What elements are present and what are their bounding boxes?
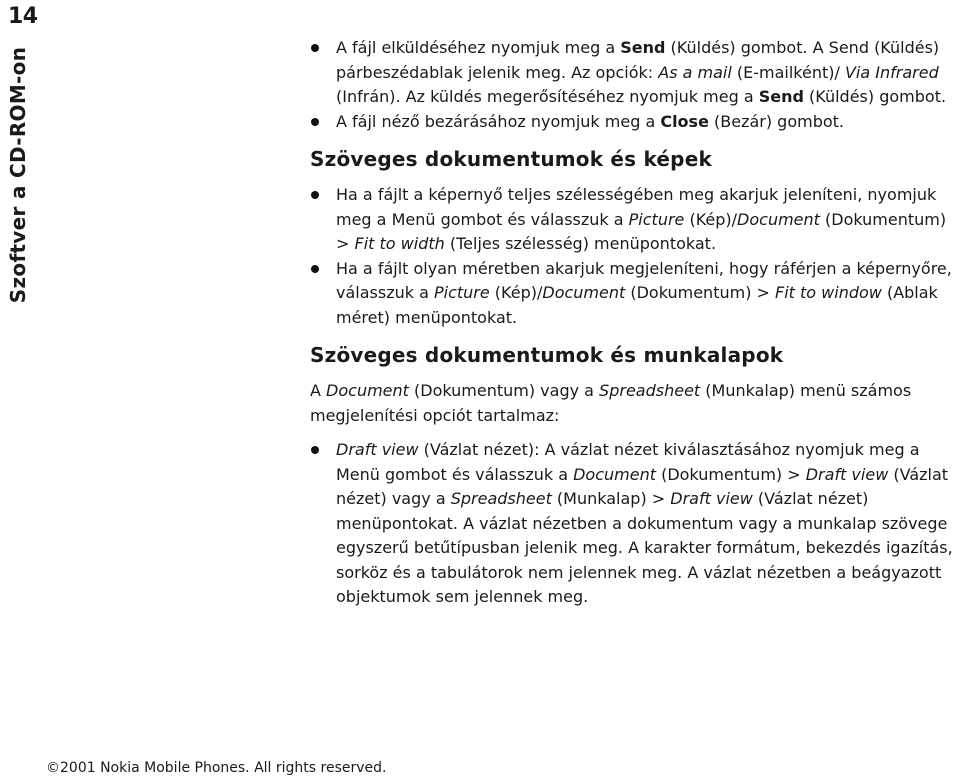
italic-term: Draft view	[805, 464, 889, 484]
list-item	[310, 257, 958, 331]
text: (Infrán). Az küldés megerősítéséhez nyomjuk meg a	[336, 87, 759, 106]
section-intro-paragraph	[310, 379, 958, 428]
text: (Munkalap) menü számos megjelenítési opciót tartalmaz:	[310, 381, 912, 425]
text: (Dokumentum) >	[336, 209, 947, 253]
text: (Bezár) gombot.	[708, 111, 845, 131]
text: (Dokumentum) >	[625, 283, 776, 302]
text: (Kép)/	[684, 209, 738, 229]
italic-term: Fit to width	[354, 234, 445, 253]
italic-term: Via Infrared	[844, 62, 939, 82]
side-title: Szoftver a CD-ROM-on	[6, 46, 30, 304]
italic-term: Picture	[433, 283, 490, 302]
italic-term: Spreadsheet	[599, 381, 701, 400]
italic-term: Draft view	[336, 440, 419, 459]
text: (Teljes szélesség) menüpontokat.	[444, 234, 717, 253]
side-title-container	[0, 40, 36, 310]
bold-term: Send	[620, 38, 666, 57]
italic-term: Draft view	[670, 489, 753, 508]
text: (Dokumentum) >	[655, 464, 806, 484]
section-heading: Szöveges dokumentumok és képek	[310, 147, 712, 171]
text: (Küldés) gombot. A Send (Küldés) párbeszédablak jelenik meg. Az opciók:	[336, 38, 940, 82]
main-content	[310, 36, 958, 610]
text: (Küldés) gombot.	[803, 87, 947, 106]
text: Ha a fájlt olyan méretben akarjuk megjeleníteni, hogy ráférjen a képernyőre, válasszuk a	[336, 258, 952, 302]
list-item	[310, 36, 958, 110]
text: (Dokumentum) vagy a	[408, 381, 600, 400]
page-number: 14	[8, 4, 38, 29]
copyright-footer: ©2001 Nokia Mobile Phones. All rights reserved.	[46, 760, 387, 776]
section2-bullet-list	[310, 438, 958, 610]
text: (E-mailként)/	[731, 62, 845, 82]
text: (Ablak méret) menüpontokat.	[336, 283, 938, 327]
italic-term: Document	[542, 283, 626, 302]
italic-term: Fit to window	[775, 283, 882, 302]
text: (Vázlat nézet) vagy a	[336, 464, 949, 508]
bold-term: Close	[660, 111, 709, 131]
text: (Vázlat nézet): A vázlat nézet kiválasztásához nyomjuk meg a Menü gombot és válasszuk a	[336, 440, 920, 484]
italic-term: Document	[573, 464, 656, 484]
italic-term: As a mail	[658, 62, 732, 82]
italic-term: Picture	[628, 209, 685, 229]
italic-term: Spreadsheet	[450, 489, 552, 508]
text: Ha a fájlt a képernyő teljes szélességében meg akarjuk jeleníteni, nyomjuk meg a Menü gombot és válasszuk a	[336, 185, 937, 229]
list-item	[310, 438, 958, 610]
text: (Munkalap) >	[551, 489, 671, 508]
text: A fájl néző bezárásához nyomjuk meg a	[336, 111, 661, 131]
section1-bullet-list	[310, 183, 958, 330]
list-item	[310, 110, 958, 135]
intro-bullet-list	[310, 36, 958, 134]
italic-term: Document	[737, 209, 820, 229]
italic-term: Document	[326, 381, 409, 400]
text: (Kép)/	[489, 283, 543, 302]
section-heading: Szöveges dokumentumok és munkalapok	[310, 343, 784, 367]
text: A fájl elküldéséhez nyomjuk meg a	[336, 38, 621, 57]
list-item	[310, 183, 958, 257]
text: (Vázlat nézet) menüpontokat. A vázlat nézetben a dokumentum vagy a munkalap szövege egyszerű betűtípusban jelenik meg. A karakter formátum, bekezdés igazítás, sorköz és a tabulátorok nem jelennek meg. A vázlat nézetben a beágyazott objektumok sem jelennek meg.	[336, 489, 953, 606]
bold-term: Send	[758, 87, 804, 106]
text: A	[310, 381, 327, 400]
